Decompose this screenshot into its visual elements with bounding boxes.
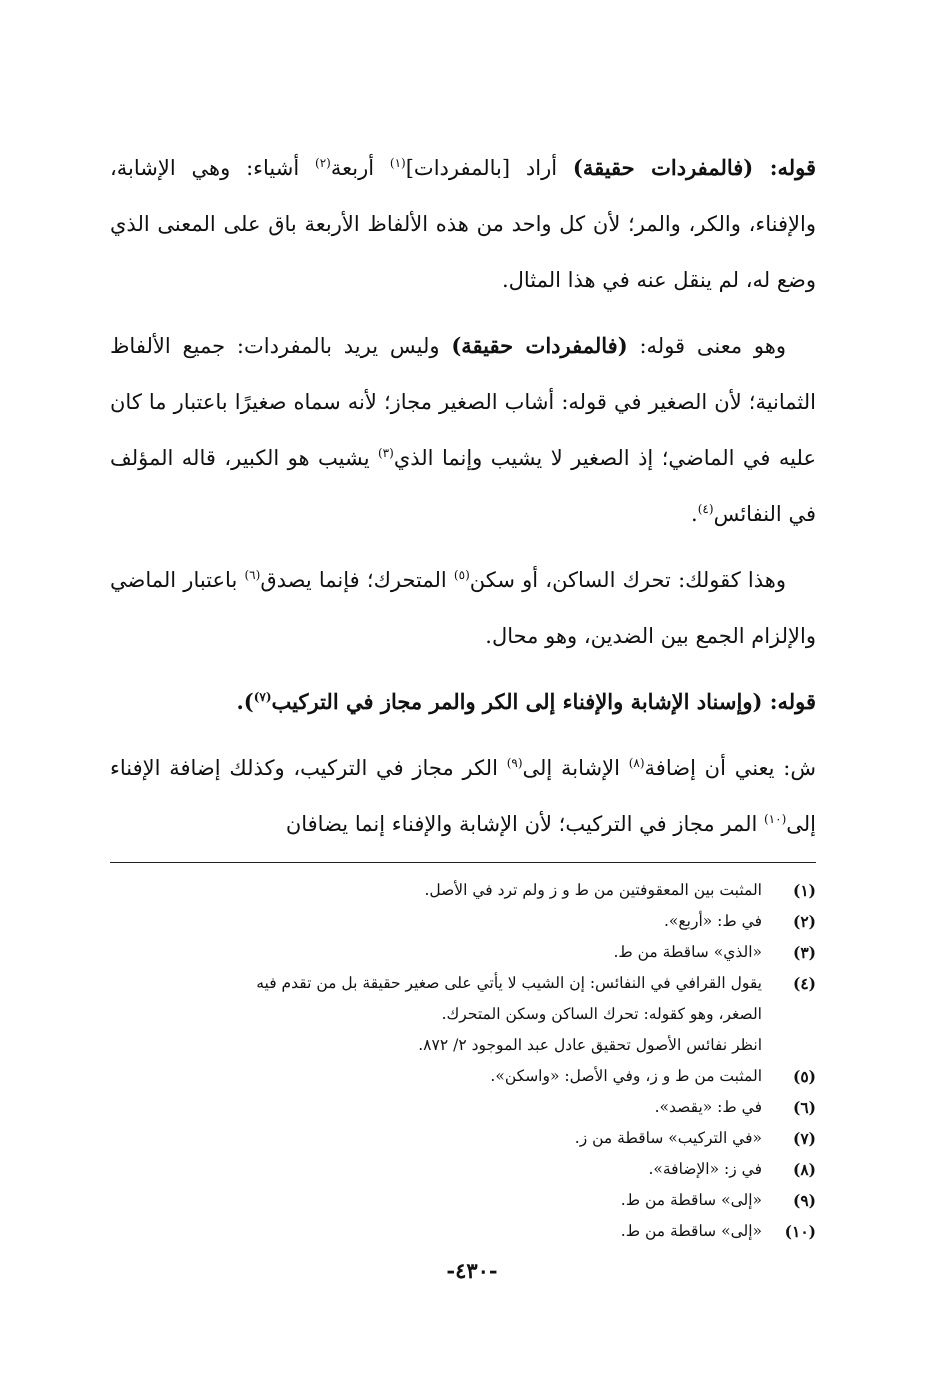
text-run: قوله: (وإسناد الإشابة والإفناء إلى الكر والمر مجاز في التركيب <box>271 689 816 714</box>
footnote-ref-10[interactable]: (١٠) <box>763 812 787 826</box>
footnote-line: «الذي» ساقطة من ط. <box>613 943 762 961</box>
text-run: وليس يريد بالمفردات: جميع الألفاظ الثمانية؛ لأن الصغير في قوله: أشاب الصغير مجاز؛ لأنه سماه صغيرًا باعتبار ما كان عليه في الماضي؛ إذ الصغير لا يشيب وإنما الذي <box>110 334 816 470</box>
paragraph-1 <box>110 140 816 308</box>
footnote-ref-5[interactable]: (٥) <box>453 568 470 582</box>
footnote-number: (٤) <box>792 974 816 993</box>
footnote-item <box>110 906 816 937</box>
page-body <box>110 140 816 1247</box>
qawluhu-label: قوله: <box>753 155 816 180</box>
footnote-ref-4[interactable]: (٤) <box>697 502 714 516</box>
paragraph-5 <box>110 740 816 852</box>
footnote-item <box>110 968 816 1061</box>
footnote-text <box>110 906 762 937</box>
text-run: أربعة <box>330 156 390 180</box>
footnote-item <box>110 1061 816 1092</box>
footnote-number: (٦) <box>792 1098 816 1117</box>
footnote-text <box>110 1154 762 1185</box>
footnote-item <box>110 875 816 906</box>
footnote-ref-9[interactable]: (٩) <box>506 756 523 770</box>
footnote-number: (٥) <box>792 1067 816 1086</box>
footnote-number: (٨) <box>792 1160 816 1179</box>
text-run: ). <box>236 689 254 714</box>
footnote-line: في ز: «الإضافة». <box>648 1160 762 1178</box>
quoted-phrase: (فالمفردات حقيقة) <box>451 333 628 358</box>
footnote-text <box>110 1216 762 1247</box>
footnote-text <box>110 875 762 906</box>
text-run: أشياء: وهي الإشابة، والإفناء، والكر، والمر؛ لأن كل واحد من هذه الألفاظ الأربعة باق على المعنى الذي وضع له، لم ينقل عنه في هذا المثال. <box>110 156 816 292</box>
footnote-divider <box>110 862 816 863</box>
footnote-text <box>110 1092 762 1123</box>
footnote-item <box>110 937 816 968</box>
footnote-item <box>110 1123 816 1154</box>
footnote-line: يقول القرافي في النفائس: إن الشيب لا يأتي على صغير حقيقة بل من تقدم فيه <box>256 974 762 992</box>
footnote-text <box>110 1185 762 1216</box>
footnote-ref-7[interactable]: (٧) <box>253 690 272 704</box>
text-run: باعتبار الماضي والإلزام الجمع بين الضدين، وهو محال. <box>110 568 816 648</box>
footnote-text <box>110 968 762 1061</box>
footnote-line: انظر نفائس الأصول تحقيق عادل عبد الموجود ٢/ ٨٧٢. <box>418 1036 762 1054</box>
footnote-line: في ط: «أربع». <box>664 912 762 930</box>
text-run: الإشابة إلى <box>522 756 629 780</box>
text-run: وهذا كقولك: تحرك الساكن، أو سكن <box>469 568 786 592</box>
footnote-number: (١٠) <box>784 1222 816 1241</box>
footnote-number: (١) <box>792 881 816 900</box>
footnotes <box>110 875 816 1247</box>
text-run: . <box>691 502 698 526</box>
footnote-item <box>110 1092 816 1123</box>
text-run: يشيب هو الكبير، قاله المؤلف في النفائس <box>110 446 816 526</box>
text-run: أراد [بالمفردات] <box>405 156 573 180</box>
paragraph-3 <box>110 552 816 664</box>
footnote-ref-1[interactable]: (١) <box>389 156 406 170</box>
footnote-line: «إلى» ساقطة من ط. <box>620 1222 762 1240</box>
footnote-item <box>110 1154 816 1185</box>
footnote-item <box>110 1216 816 1247</box>
footnote-line: المثبت بين المعقوفتين من ط و ز ولم ترد في الأصل. <box>424 881 762 899</box>
quoted-phrase: (فالمفردات حقيقة) <box>572 155 754 180</box>
footnote-number: (٩) <box>792 1191 816 1210</box>
footnote-ref-6[interactable]: (٦) <box>244 568 261 582</box>
text-run: الكر مجاز في التركيب، وكذلك إضافة الإفناء إلى <box>110 756 816 836</box>
footnote-number: (٧) <box>792 1129 816 1148</box>
footnote-line: في ط: «يقصد». <box>654 1098 762 1116</box>
footnote-line: الصغر، وهو كقوله: تحرك الساكن وسكن المتحرك. <box>441 1005 762 1023</box>
footnote-ref-2[interactable]: (٢) <box>315 156 331 170</box>
footnote-line: المثبت من ط و ز، وفي الأصل: «واسكن». <box>490 1067 762 1085</box>
text-run: ش: يعني أن إضافة <box>644 756 817 780</box>
footnote-line: «إلى» ساقطة من ط. <box>620 1191 762 1209</box>
footnote-text <box>110 937 762 968</box>
text-run: المر مجاز في التركيب؛ لأن الإشابة والإفناء إنما يضافان <box>285 812 764 836</box>
footnote-ref-8[interactable]: (٨) <box>628 756 645 770</box>
footnote-number: (٢) <box>792 912 816 931</box>
paragraph-2 <box>110 318 816 542</box>
footnote-item <box>110 1185 816 1216</box>
footnote-text <box>110 1061 762 1092</box>
text-run: وهو معنى قوله: <box>627 334 786 358</box>
footnote-ref-3[interactable]: (٣) <box>377 446 394 460</box>
paragraph-4 <box>110 674 816 730</box>
text-run: المتحرك؛ فإنما يصدق <box>260 568 454 592</box>
footnote-line: «في التركيب» ساقطة من ز. <box>574 1129 762 1147</box>
footnote-number: (٣) <box>792 943 816 962</box>
footnote-text <box>110 1123 762 1154</box>
page-number: -٤٣٠- <box>446 1258 498 1283</box>
